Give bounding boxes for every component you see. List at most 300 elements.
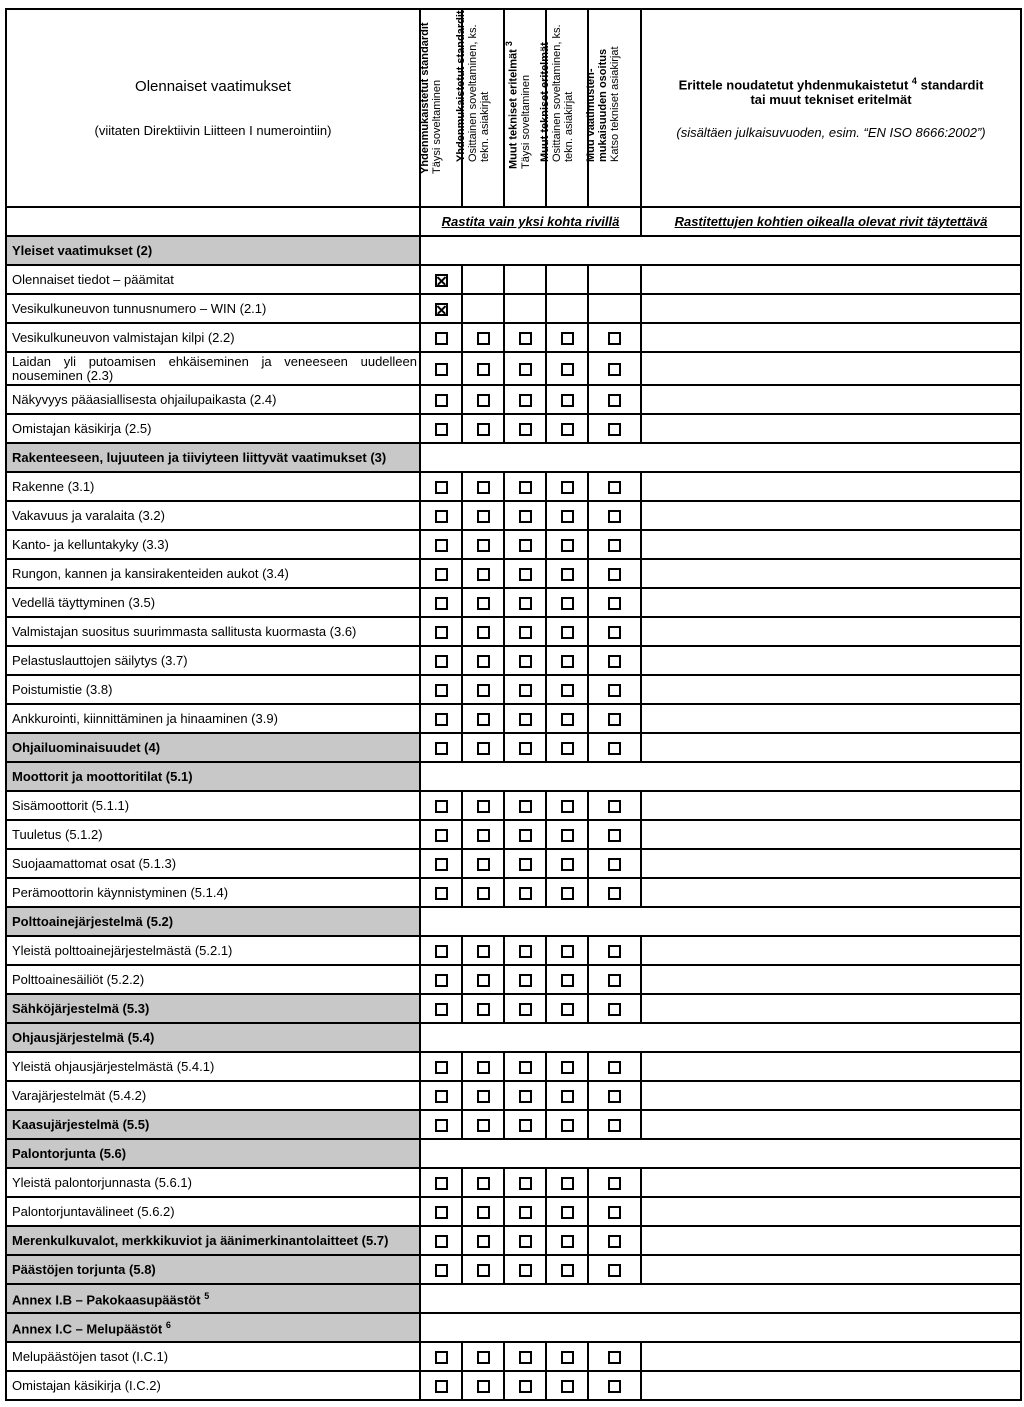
row-label-text: Palontorjuntavälineet (5.6.2) — [12, 1203, 175, 1219]
table-row — [6, 849, 1021, 878]
checkbox-cell — [420, 265, 462, 294]
checkbox-checked[interactable] — [435, 274, 448, 287]
checkbox[interactable] — [477, 626, 490, 639]
specification-cell[interactable] — [641, 588, 1021, 617]
checkbox[interactable] — [519, 626, 532, 639]
checkbox[interactable] — [519, 1119, 532, 1132]
checkbox[interactable] — [519, 887, 532, 900]
row-label-text: Yleistä ohjausjärjestelmästä (5.4.1) — [12, 1058, 215, 1074]
checkbox-cell — [462, 878, 504, 907]
checkbox-cell — [420, 1226, 462, 1255]
checkbox[interactable] — [561, 742, 574, 755]
checkbox-cell — [462, 849, 504, 878]
specification-cell[interactable] — [641, 936, 1021, 965]
checkbox-cell — [420, 733, 462, 762]
checkbox[interactable] — [608, 655, 621, 668]
checkbox[interactable] — [561, 332, 574, 345]
checkbox[interactable] — [519, 655, 532, 668]
checkbox-cell — [504, 646, 546, 675]
checkbox[interactable] — [477, 1235, 490, 1248]
table-row — [6, 1313, 1021, 1342]
checkbox[interactable] — [561, 713, 574, 726]
specification-cell[interactable] — [641, 646, 1021, 675]
checkbox-cell — [546, 878, 588, 907]
table-row — [6, 791, 1021, 820]
checkbox-cell — [546, 385, 588, 414]
checkbox[interactable] — [561, 481, 574, 494]
checkbox-cell — [504, 1226, 546, 1255]
checkbox[interactable] — [561, 1235, 574, 1248]
checkbox[interactable] — [561, 800, 574, 813]
checkbox-cell — [420, 1371, 462, 1400]
specification-cell[interactable] — [641, 1371, 1021, 1400]
requirement-label — [6, 1197, 420, 1226]
checkbox[interactable] — [561, 394, 574, 407]
table-row — [6, 472, 1021, 501]
checkbox[interactable] — [477, 1351, 490, 1364]
checkbox-cell — [462, 588, 504, 617]
checkbox[interactable] — [608, 597, 621, 610]
checkbox[interactable] — [561, 887, 574, 900]
checkbox[interactable] — [561, 539, 574, 552]
section-label — [6, 443, 420, 472]
checkbox-cell — [588, 646, 641, 675]
section-label — [6, 1284, 420, 1313]
checkbox[interactable] — [435, 510, 448, 523]
checkbox-cell — [588, 588, 641, 617]
requirement-label — [6, 352, 420, 385]
checkbox-cell — [462, 965, 504, 994]
checkbox[interactable] — [435, 363, 448, 376]
checkbox-cell — [420, 675, 462, 704]
checkbox[interactable] — [519, 858, 532, 871]
checkbox-cell — [504, 1255, 546, 1284]
specification-cell[interactable] — [641, 791, 1021, 820]
checkbox[interactable] — [477, 858, 490, 871]
checkbox[interactable] — [608, 742, 621, 755]
checkbox-cell — [588, 1226, 641, 1255]
specification-cell[interactable] — [641, 965, 1021, 994]
checkbox[interactable] — [477, 539, 490, 552]
checkbox[interactable] — [435, 974, 448, 987]
checkbox[interactable] — [435, 655, 448, 668]
checkbox[interactable] — [477, 713, 490, 726]
checkbox[interactable] — [477, 655, 490, 668]
specification-cell[interactable] — [641, 559, 1021, 588]
checkbox[interactable] — [435, 1003, 448, 1016]
checkbox-cell — [546, 849, 588, 878]
specification-cell[interactable] — [641, 414, 1021, 443]
checkbox-cell — [504, 994, 546, 1023]
specification-cell[interactable] — [641, 385, 1021, 414]
checkbox[interactable] — [519, 1061, 532, 1074]
requirement-label — [6, 414, 420, 443]
checkbox[interactable] — [477, 800, 490, 813]
checkbox[interactable] — [477, 568, 490, 581]
checkbox[interactable] — [435, 742, 448, 755]
table-row — [6, 501, 1021, 530]
checkbox-cell — [420, 352, 462, 385]
checkbox[interactable] — [519, 423, 532, 436]
checkbox[interactable] — [561, 626, 574, 639]
checkbox-cell — [420, 385, 462, 414]
row-label-text: Rakenteeseen, lujuuteen ja tiiviyteen liittyvät vaatimukset (3) — [12, 449, 387, 465]
specification-cell[interactable] — [641, 323, 1021, 352]
table-row — [6, 936, 1021, 965]
checkbox[interactable] — [561, 1090, 574, 1103]
checkbox-cell — [504, 559, 546, 588]
requirement-label — [6, 294, 420, 323]
checkbox-cell — [462, 936, 504, 965]
requirement-label — [6, 820, 420, 849]
checkbox[interactable] — [608, 858, 621, 871]
section-label — [6, 907, 420, 936]
checkbox[interactable] — [477, 510, 490, 523]
requirement-label — [6, 849, 420, 878]
checkbox[interactable] — [477, 481, 490, 494]
checkbox-cell — [588, 323, 641, 352]
table-row — [6, 530, 1021, 559]
table-row — [6, 323, 1021, 352]
row-label-text: Polttoainejärjestelmä (5.2) — [12, 913, 174, 929]
checkbox[interactable] — [435, 1235, 448, 1248]
checkbox[interactable] — [561, 858, 574, 871]
checkbox-cell — [504, 1110, 546, 1139]
checkbox-cell — [588, 965, 641, 994]
specification-cell[interactable] — [641, 501, 1021, 530]
checkbox[interactable] — [519, 597, 532, 610]
checkbox-cell — [462, 791, 504, 820]
row-label-text: Vedellä täyttyminen (3.5) — [12, 594, 156, 610]
checkbox[interactable] — [561, 510, 574, 523]
checkbox[interactable] — [519, 568, 532, 581]
specification-cell[interactable] — [641, 878, 1021, 907]
checkbox[interactable] — [561, 1003, 574, 1016]
checkbox[interactable] — [561, 1061, 574, 1074]
checkbox[interactable] — [561, 597, 574, 610]
checkbox[interactable] — [477, 1090, 490, 1103]
row-label-text: Kanto- ja kelluntakyky (3.3) — [12, 536, 169, 552]
checkbox-cell — [462, 414, 504, 443]
checkbox-cell — [420, 323, 462, 352]
specification-cell[interactable] — [641, 704, 1021, 733]
section-label — [6, 236, 420, 265]
specification-cell[interactable] — [641, 530, 1021, 559]
checkbox-cell — [588, 265, 641, 294]
checkbox[interactable] — [477, 394, 490, 407]
col3-title: Muut tekniset eritelmät — [507, 49, 520, 170]
checkbox[interactable] — [435, 1351, 448, 1364]
checkbox[interactable] — [519, 539, 532, 552]
row-label-text: Perämoottorin käynnistyminen (5.1.4) — [12, 884, 229, 900]
checkbox[interactable] — [519, 394, 532, 407]
checkbox[interactable] — [608, 887, 621, 900]
checkbox[interactable] — [519, 510, 532, 523]
checkbox[interactable] — [519, 684, 532, 697]
checkbox[interactable] — [561, 655, 574, 668]
specification-cell[interactable] — [641, 265, 1021, 294]
row-label-text: Poistumistie (3.8) — [12, 681, 113, 697]
checkbox[interactable] — [519, 1235, 532, 1248]
specification-cell[interactable] — [641, 352, 1021, 385]
checkbox[interactable] — [477, 1177, 490, 1190]
checkbox-cell — [588, 936, 641, 965]
checkbox[interactable] — [608, 423, 621, 436]
row-label-text: Rungon, kannen ja kansirakenteiden aukot (3.4) — [12, 565, 289, 581]
checkbox[interactable] — [608, 829, 621, 842]
checkbox-cell — [588, 530, 641, 559]
checkbox[interactable] — [608, 1235, 621, 1248]
checkbox[interactable] — [608, 1264, 621, 1277]
checkbox[interactable] — [435, 800, 448, 813]
checkbox[interactable] — [435, 1119, 448, 1132]
table-row — [6, 559, 1021, 588]
checkbox[interactable] — [519, 945, 532, 958]
section-empty-cell — [420, 1284, 1021, 1313]
checkbox[interactable] — [608, 568, 621, 581]
requirements-table — [5, 8, 1022, 1401]
specification-cell[interactable] — [641, 1052, 1021, 1081]
specification-cell[interactable] — [641, 994, 1021, 1023]
checkbox[interactable] — [561, 1206, 574, 1219]
checkbox[interactable] — [561, 363, 574, 376]
checkbox[interactable] — [608, 684, 621, 697]
specification-cell[interactable] — [641, 1110, 1021, 1139]
checkbox-cell — [504, 675, 546, 704]
checkbox[interactable] — [519, 1177, 532, 1190]
checkbox[interactable] — [477, 829, 490, 842]
checkbox-cell — [462, 323, 504, 352]
checkbox[interactable] — [477, 1061, 490, 1074]
checkbox[interactable] — [608, 1090, 621, 1103]
checkbox[interactable] — [608, 974, 621, 987]
checkbox-cell — [504, 1168, 546, 1197]
checkbox[interactable] — [435, 829, 448, 842]
checkbox[interactable] — [561, 974, 574, 987]
checkbox[interactable] — [435, 858, 448, 871]
checkbox[interactable] — [519, 829, 532, 842]
checkbox[interactable] — [519, 1206, 532, 1219]
checkbox[interactable] — [561, 1119, 574, 1132]
checkbox[interactable] — [477, 742, 490, 755]
checkbox[interactable] — [608, 1177, 621, 1190]
checkbox[interactable] — [435, 1090, 448, 1103]
checkbox[interactable] — [608, 945, 621, 958]
checkbox[interactable] — [519, 1351, 532, 1364]
table-row — [6, 1226, 1021, 1255]
checkbox-cell — [420, 820, 462, 849]
checkbox[interactable] — [477, 332, 490, 345]
checkbox[interactable] — [608, 800, 621, 813]
checkbox-cell — [462, 646, 504, 675]
checkbox-cell — [420, 1342, 462, 1371]
section-label — [6, 994, 420, 1023]
checkbox-cell — [504, 1081, 546, 1110]
specification-cell[interactable] — [641, 294, 1021, 323]
checkbox[interactable] — [435, 481, 448, 494]
specification-cell[interactable] — [641, 675, 1021, 704]
table-row — [6, 1081, 1021, 1110]
checkbox[interactable] — [608, 626, 621, 639]
checkbox[interactable] — [435, 626, 448, 639]
checkbox[interactable] — [561, 423, 574, 436]
specification-cell[interactable] — [641, 1255, 1021, 1284]
checkbox-cell — [462, 1168, 504, 1197]
specification-cell[interactable] — [641, 1197, 1021, 1226]
checkbox-cell — [462, 1052, 504, 1081]
checkbox[interactable] — [435, 713, 448, 726]
checkbox-cell — [504, 820, 546, 849]
specification-cell[interactable] — [641, 849, 1021, 878]
row-label-text: Yleistä palontorjunnasta (5.6.1) — [12, 1174, 192, 1190]
checkbox-cell — [504, 265, 546, 294]
checkbox[interactable] — [435, 945, 448, 958]
checkbox[interactable] — [435, 568, 448, 581]
requirement-label — [6, 646, 420, 675]
checkbox-cell — [420, 472, 462, 501]
table-row — [6, 1371, 1021, 1400]
checkbox[interactable] — [519, 481, 532, 494]
checkbox[interactable] — [608, 713, 621, 726]
checkbox[interactable] — [435, 1206, 448, 1219]
section-label — [6, 1226, 420, 1255]
checkbox[interactable] — [477, 1206, 490, 1219]
checkbox-cell — [504, 878, 546, 907]
checkbox-cell — [420, 617, 462, 646]
requirement-label — [6, 1168, 420, 1197]
checkbox-cell — [546, 1168, 588, 1197]
checkbox[interactable] — [608, 481, 621, 494]
checkbox[interactable] — [608, 363, 621, 376]
checkbox[interactable] — [435, 1061, 448, 1074]
checkbox-cell — [546, 352, 588, 385]
table-row — [6, 1110, 1021, 1139]
checkbox[interactable] — [519, 800, 532, 813]
checkbox[interactable] — [561, 1351, 574, 1364]
checkbox[interactable] — [435, 394, 448, 407]
row-label-text: Annex I.B – Pakokaasupäästöt — [12, 1292, 201, 1308]
checkbox[interactable] — [608, 1206, 621, 1219]
checkbox[interactable] — [477, 597, 490, 610]
checkbox-cell — [546, 646, 588, 675]
checkbox-cell — [588, 733, 641, 762]
checkbox[interactable] — [608, 1380, 621, 1393]
checkbox[interactable] — [608, 332, 621, 345]
checkbox-cell — [420, 849, 462, 878]
specification-cell[interactable] — [641, 617, 1021, 646]
checkbox[interactable] — [435, 684, 448, 697]
checkbox[interactable] — [519, 713, 532, 726]
table-row — [6, 1139, 1021, 1168]
checkbox[interactable] — [477, 945, 490, 958]
specification-cell[interactable] — [641, 1342, 1021, 1371]
checkbox[interactable] — [608, 1061, 621, 1074]
checkbox-cell — [546, 472, 588, 501]
checkbox[interactable] — [435, 423, 448, 436]
checkbox[interactable] — [435, 1177, 448, 1190]
specification-cell[interactable] — [641, 733, 1021, 762]
checkbox-cell — [420, 1168, 462, 1197]
checkbox[interactable] — [608, 394, 621, 407]
checkbox[interactable] — [561, 568, 574, 581]
checkbox[interactable] — [608, 539, 621, 552]
table-row — [6, 1342, 1021, 1371]
row-label-text: Olennaiset tiedot – päämitat — [12, 271, 174, 287]
checkbox-cell — [588, 878, 641, 907]
checkbox[interactable] — [435, 332, 448, 345]
checkbox-cell — [546, 820, 588, 849]
checkbox[interactable] — [477, 423, 490, 436]
row-label-text: Varajärjestelmät (5.4.2) — [12, 1087, 147, 1103]
checkbox-cell — [462, 1197, 504, 1226]
checkbox[interactable] — [561, 1264, 574, 1277]
checkbox[interactable] — [608, 1119, 621, 1132]
specification-cell[interactable] — [641, 1226, 1021, 1255]
checkbox-cell — [546, 675, 588, 704]
checkbox[interactable] — [519, 742, 532, 755]
checkbox[interactable] — [519, 974, 532, 987]
checkbox[interactable] — [519, 1003, 532, 1016]
row-label-text: Näkyvyys pääasiallisesta ohjailupaikasta (2.4) — [12, 391, 277, 407]
checkbox[interactable] — [561, 1177, 574, 1190]
table-row — [6, 443, 1021, 472]
checkbox[interactable] — [477, 974, 490, 987]
checkbox[interactable] — [519, 1090, 532, 1103]
checkbox[interactable] — [477, 363, 490, 376]
checkbox[interactable] — [519, 1264, 532, 1277]
checkbox[interactable] — [519, 332, 532, 345]
checkbox-cell — [504, 588, 546, 617]
checkbox-cell — [462, 501, 504, 530]
checkbox[interactable] — [435, 1264, 448, 1277]
specification-cell[interactable] — [641, 820, 1021, 849]
checkbox-cell — [588, 1255, 641, 1284]
specification-cell[interactable] — [641, 1168, 1021, 1197]
requirement-label-line1: Laidan yli putoamisen ehkäiseminen ja veneeseen uudelleen — [12, 353, 417, 369]
checkbox-cell — [588, 1197, 641, 1226]
checkbox[interactable] — [519, 363, 532, 376]
requirement-label — [6, 559, 420, 588]
table-row — [6, 414, 1021, 443]
checkbox[interactable] — [561, 684, 574, 697]
checkbox[interactable] — [608, 510, 621, 523]
checkbox[interactable] — [435, 539, 448, 552]
checkbox[interactable] — [561, 1380, 574, 1393]
checkbox[interactable] — [477, 684, 490, 697]
checkbox[interactable] — [435, 597, 448, 610]
checkbox[interactable] — [435, 887, 448, 900]
checkbox-cell — [588, 849, 641, 878]
checkbox-checked[interactable] — [435, 303, 448, 316]
checkbox[interactable] — [608, 1351, 621, 1364]
checkbox[interactable] — [561, 829, 574, 842]
checkbox[interactable] — [477, 887, 490, 900]
specification-cell[interactable] — [641, 472, 1021, 501]
requirement-label — [6, 878, 420, 907]
checkbox[interactable] — [477, 1119, 490, 1132]
checkbox[interactable] — [435, 1380, 448, 1393]
checkbox-cell — [546, 559, 588, 588]
checkbox[interactable] — [477, 1003, 490, 1016]
checkbox[interactable] — [477, 1380, 490, 1393]
checkbox[interactable] — [608, 1003, 621, 1016]
checkbox[interactable] — [477, 1264, 490, 1277]
col-other-partial: Muut tekniset eritelmät Osittainen soveltaminen, ks. tekn. asiakirjat — [546, 9, 588, 207]
requirements-title: Olennaiset vaatimukset — [135, 78, 291, 95]
specification-cell[interactable] — [641, 1081, 1021, 1110]
checkbox[interactable] — [519, 1380, 532, 1393]
checkbox[interactable] — [561, 945, 574, 958]
